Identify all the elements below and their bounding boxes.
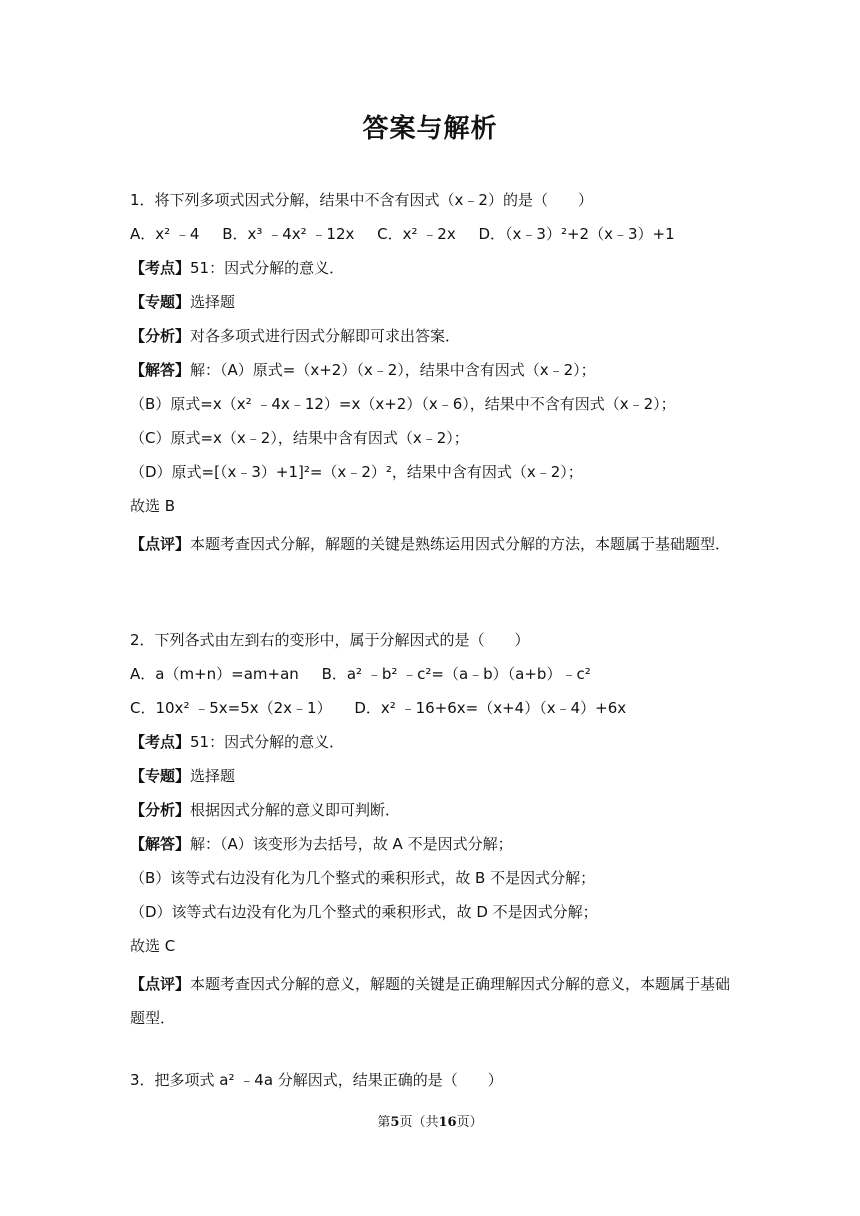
q1-jieda	[130, 359, 734, 381]
q1-dianping	[130, 527, 734, 561]
q2-fenxi-tag: 【分析】	[130, 801, 191, 819]
q1-option-d: D．（x﹣3）²+2（x﹣3）+1	[478, 225, 675, 243]
q2-zhuanti-text: 选择题	[190, 767, 236, 785]
q1-kaodian-tag: 【考点】	[130, 259, 191, 277]
q2-fenxi-text: 根据因式分解的意义即可判断．	[190, 801, 401, 819]
page-footer	[0, 1111, 860, 1130]
q1-option-b: B．x³ ﹣4x² ﹣12x	[222, 225, 355, 243]
q2-option-c: C．10x² ﹣5x=5x（2x﹣1）	[130, 699, 332, 717]
q1-jieda-text: 解：（A）原式=（x+2）（x﹣2），结果中含有因式（x﹣2）；	[190, 361, 596, 379]
q3-stem: 3．把多项式 a² ﹣4a 分解因式，结果正确的是（ ）	[130, 1071, 503, 1089]
q1-zhuanti	[130, 291, 734, 313]
q1-fenxi	[130, 325, 734, 347]
q2-zhuanti-tag: 【专题】	[130, 767, 191, 785]
q2-jieda-text: 解：（A）该变形为去括号，故 A 不是因式分解；	[190, 835, 513, 853]
q2-dianping	[130, 967, 734, 1035]
q1-zhuanti-text: 选择题	[190, 293, 236, 311]
q1-fenxi-tag: 【分析】	[130, 327, 191, 345]
q2-kaodian-tag: 【考点】	[130, 733, 191, 751]
q1-fenxi-text: 对各多项式进行因式分解即可求出答案．	[190, 327, 461, 345]
q2-solution-line: （B）该等式右边没有化为几个整式的乘积形式，故 B 不是因式分解；	[130, 869, 596, 887]
q2-dianping-text: 本题考查因式分解的意义，解题的关键是正确理解因式分解的意义，本题属于基础题型．	[130, 975, 731, 1027]
q1-zhuanti-tag: 【专题】	[130, 293, 191, 311]
q2-jieda-tag: 【解答】	[130, 835, 191, 853]
q1-stem: 1．将下列多项式因式分解，结果中不含有因式（x﹣2）的是（ ）	[130, 191, 593, 209]
q2-fenxi	[130, 799, 734, 821]
q1-kaodian-text: 51：因式分解的意义．	[190, 259, 345, 277]
q2-kaodian	[130, 731, 734, 753]
q1-dianping-text: 本题考查因式分解，解题的关键是熟练运用因式分解的方法，本题属于基础题型．	[190, 535, 731, 553]
q1-jieda-tag: 【解答】	[130, 361, 191, 379]
q2-option-d: D．x² ﹣16+6x=（x+4）（x﹣4）+6x	[354, 699, 627, 717]
q1-solution-line: （C）原式=x（x﹣2），结果中含有因式（x﹣2）；	[130, 429, 469, 447]
q2-zhuanti	[130, 765, 734, 787]
q2-jieda	[130, 833, 734, 855]
q2-dianping-tag: 【点评】	[130, 975, 191, 993]
q1-answer: 故选 B	[130, 497, 176, 515]
q2-answer: 故选 C	[130, 937, 176, 955]
footer-mid: 页（共	[399, 1115, 439, 1130]
q2-option-b: B．a² ﹣b² ﹣c²=（a﹣b）（a+b）﹣c²	[321, 665, 591, 683]
q1-dianping-tag: 【点评】	[130, 535, 191, 553]
page-title: 答案与解析	[362, 114, 498, 144]
q1-options	[130, 223, 734, 245]
q1-solution-line: （B）原式=x（x² ﹣4x﹣12）=x（x+2）（x﹣6），结果中不含有因式（x﹣2）；	[130, 395, 676, 413]
footer-suffix: 页）	[456, 1115, 483, 1130]
footer-page-number: 5	[390, 1115, 400, 1130]
q2-options-row-1	[130, 663, 734, 685]
q2-option-a: A．a（m+n）=am+an	[130, 665, 299, 683]
q2-kaodian-text: 51：因式分解的意义．	[190, 733, 345, 751]
q2-stem: 2．下列各式由左到右的变形中，属于分解因式的是（ ）	[130, 631, 530, 649]
q1-solution-line: （D）原式=[（x﹣3）+1]²=（x﹣2）²，结果中含有因式（x﹣2）；	[130, 463, 583, 481]
footer-total-pages: 16	[438, 1115, 457, 1130]
q1-option-c: C．x² ﹣2x	[377, 225, 456, 243]
q1-kaodian	[130, 257, 734, 279]
footer-prefix: 第	[377, 1115, 391, 1130]
q2-solution-line: （D）该等式右边没有化为几个整式的乘积形式，故 D 不是因式分解；	[130, 903, 598, 921]
q1-option-a: A．x² ﹣4	[130, 225, 200, 243]
q2-options-row-2	[130, 697, 734, 719]
